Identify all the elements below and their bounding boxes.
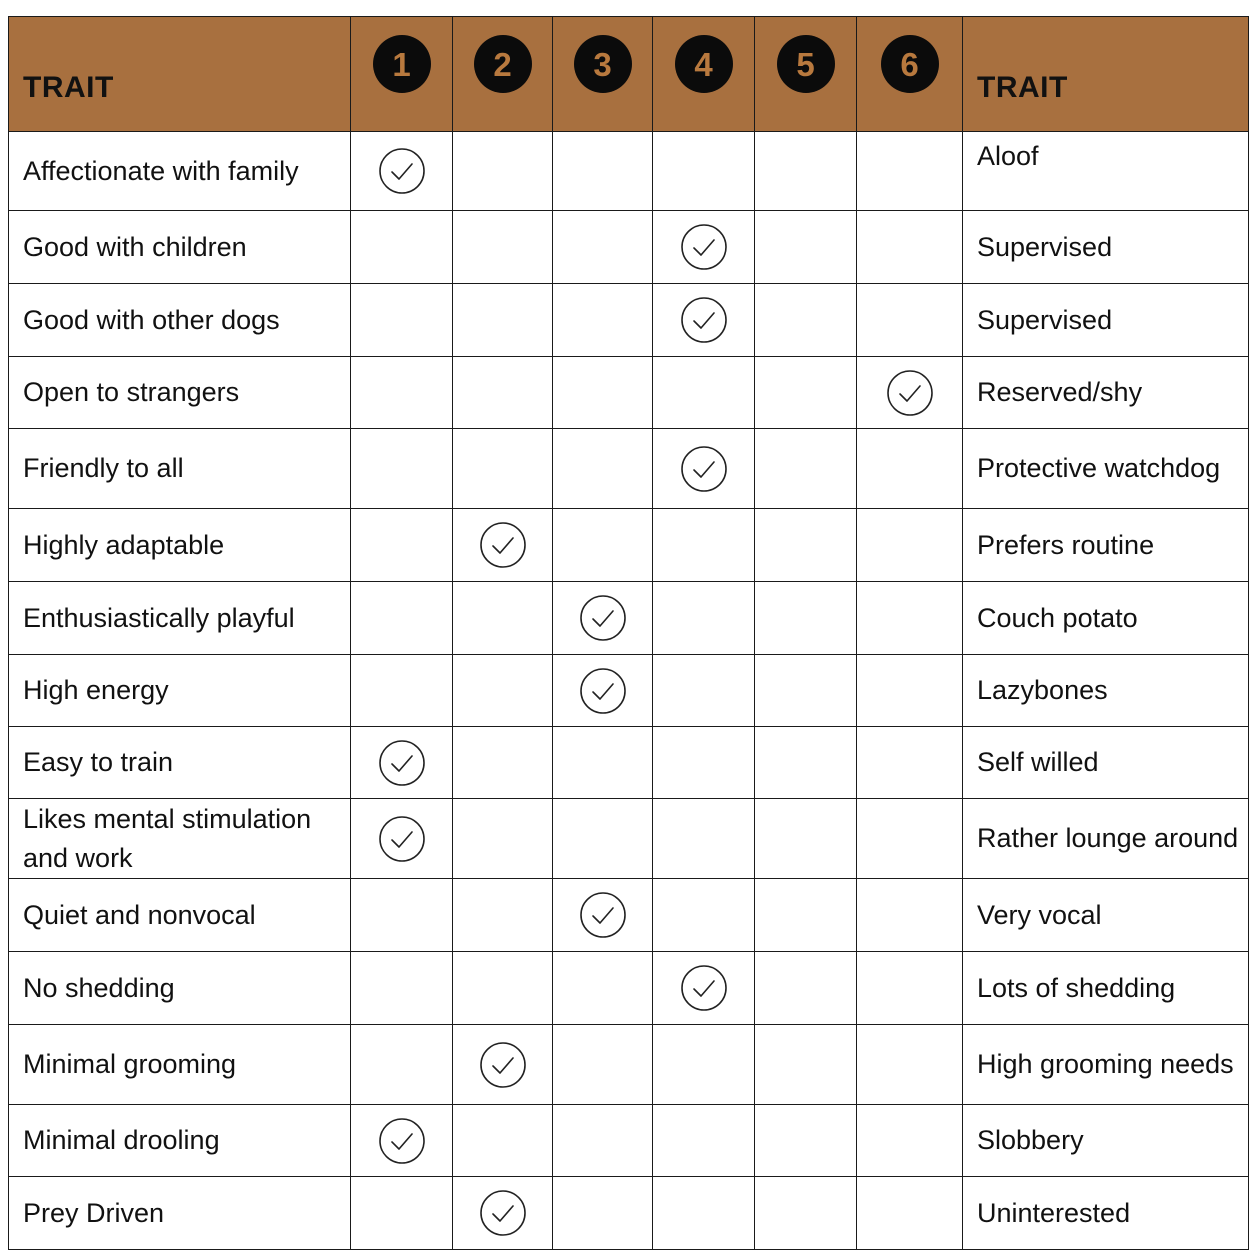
rating-cell-5 [755, 429, 857, 509]
check-circle-icon [479, 521, 527, 569]
rating-cell-3 [553, 509, 653, 582]
table-row [9, 284, 1249, 357]
rating-cell-4 [653, 429, 755, 509]
check-circle-icon [579, 667, 627, 715]
header-scale-3 [553, 17, 653, 132]
trait-left-label: Easy to train [9, 727, 351, 799]
table-row [9, 727, 1249, 799]
rating-cell-6 [857, 1105, 963, 1177]
rating-cell-3 [553, 952, 653, 1025]
rating-cell-6 [857, 284, 963, 357]
check-circle-icon [680, 445, 728, 493]
rating-cell-5 [755, 727, 857, 799]
rating-cell-5 [755, 509, 857, 582]
trait-left-label: Prey Driven [9, 1177, 351, 1250]
scale-number-badge: 5 [777, 35, 835, 93]
rating-cell-1 [351, 879, 453, 952]
check-circle-icon [886, 369, 934, 417]
rating-cell-4 [653, 509, 755, 582]
rating-cell-2 [453, 1025, 553, 1105]
rating-cell-1 [351, 952, 453, 1025]
check-circle-icon [378, 739, 426, 787]
header-trait-left: TRAIT [9, 17, 351, 132]
check-circle-icon [680, 296, 728, 344]
rating-cell-1 [351, 357, 453, 429]
rating-cell-4 [653, 284, 755, 357]
header-scale-4 [653, 17, 755, 132]
header-scale-2 [453, 17, 553, 132]
rating-cell-3 [553, 132, 653, 211]
rating-cell-2 [453, 284, 553, 357]
rating-cell-3 [553, 429, 653, 509]
table-row [9, 132, 1249, 211]
trait-right-label: Reserved/shy [963, 357, 1249, 429]
header-scale-1 [351, 17, 453, 132]
rating-cell-4 [653, 879, 755, 952]
table-row [9, 1025, 1249, 1105]
rating-cell-1 [351, 1025, 453, 1105]
trait-right-label: High grooming needs [963, 1025, 1249, 1105]
trait-table [8, 16, 1249, 1250]
rating-cell-3 [553, 1025, 653, 1105]
rating-cell-2 [453, 727, 553, 799]
rating-cell-6 [857, 799, 963, 879]
rating-cell-2 [453, 211, 553, 284]
trait-left-label: Good with children [9, 211, 351, 284]
trait-right-label: Couch potato [963, 582, 1249, 655]
rating-cell-6 [857, 952, 963, 1025]
scale-number-badge: 6 [881, 35, 939, 93]
table-row [9, 952, 1249, 1025]
rating-cell-2 [453, 1177, 553, 1250]
trait-right-label: Supervised [963, 284, 1249, 357]
rating-cell-3 [553, 727, 653, 799]
rating-cell-6 [857, 211, 963, 284]
rating-cell-2 [453, 952, 553, 1025]
table-row [9, 1177, 1249, 1250]
trait-left-label: No shedding [9, 952, 351, 1025]
check-circle-icon [680, 223, 728, 271]
rating-cell-3 [553, 357, 653, 429]
rating-cell-1 [351, 799, 453, 879]
trait-rows [9, 132, 1249, 1250]
rating-cell-5 [755, 879, 857, 952]
rating-cell-2 [453, 357, 553, 429]
rating-cell-3 [553, 879, 653, 952]
rating-cell-1 [351, 284, 453, 357]
header-scale-5 [755, 17, 857, 132]
trait-left-label: Quiet and nonvocal [9, 879, 351, 952]
table-row [9, 655, 1249, 727]
rating-cell-4 [653, 211, 755, 284]
trait-right-label: Lots of shedding [963, 952, 1249, 1025]
header-scale-6 [857, 17, 963, 132]
table-row [9, 879, 1249, 952]
rating-cell-2 [453, 1105, 553, 1177]
check-circle-icon [579, 594, 627, 642]
rating-cell-6 [857, 429, 963, 509]
rating-cell-6 [857, 1177, 963, 1250]
rating-cell-3 [553, 1105, 653, 1177]
rating-cell-1 [351, 1177, 453, 1250]
table-row [9, 582, 1249, 655]
header-row [9, 17, 1249, 132]
rating-cell-1 [351, 429, 453, 509]
rating-cell-3 [553, 582, 653, 655]
rating-cell-6 [857, 879, 963, 952]
rating-cell-1 [351, 132, 453, 211]
rating-cell-2 [453, 879, 553, 952]
rating-cell-4 [653, 952, 755, 1025]
rating-cell-6 [857, 727, 963, 799]
trait-left-label: Enthusiastically playful [9, 582, 351, 655]
rating-cell-5 [755, 284, 857, 357]
rating-cell-5 [755, 357, 857, 429]
table-row [9, 799, 1249, 879]
rating-cell-5 [755, 799, 857, 879]
check-circle-icon [378, 1117, 426, 1165]
check-circle-icon [378, 815, 426, 863]
trait-right-label: Slobbery [963, 1105, 1249, 1177]
trait-left-label: High energy [9, 655, 351, 727]
scale-number-badge: 4 [675, 35, 733, 93]
rating-cell-1 [351, 655, 453, 727]
rating-cell-5 [755, 582, 857, 655]
rating-cell-5 [755, 1105, 857, 1177]
table-row [9, 429, 1249, 509]
rating-cell-2 [453, 509, 553, 582]
scale-number-badge: 1 [373, 35, 431, 93]
rating-cell-5 [755, 655, 857, 727]
rating-cell-1 [351, 727, 453, 799]
scale-number-badge: 3 [574, 35, 632, 93]
rating-cell-1 [351, 582, 453, 655]
rating-cell-6 [857, 357, 963, 429]
trait-right-label: Self willed [963, 727, 1249, 799]
trait-right-label: Rather lounge around [963, 799, 1249, 879]
trait-right-label: Prefers routine [963, 509, 1249, 582]
check-circle-icon [479, 1041, 527, 1089]
rating-cell-2 [453, 799, 553, 879]
check-circle-icon [680, 964, 728, 1012]
rating-cell-3 [553, 799, 653, 879]
check-circle-icon [579, 891, 627, 939]
rating-cell-3 [553, 1177, 653, 1250]
trait-right-label: Protective watchdog [963, 429, 1249, 509]
trait-right-label: Uninterested [963, 1177, 1249, 1250]
trait-right-label: Supervised [963, 211, 1249, 284]
rating-cell-5 [755, 1025, 857, 1105]
table-row [9, 211, 1249, 284]
rating-cell-4 [653, 582, 755, 655]
rating-cell-2 [453, 132, 553, 211]
trait-right-label: Very vocal [963, 879, 1249, 952]
rating-cell-4 [653, 655, 755, 727]
table-row [9, 509, 1249, 582]
trait-left-label: Good with other dogs [9, 284, 351, 357]
rating-cell-5 [755, 1177, 857, 1250]
trait-left-label: Open to strangers [9, 357, 351, 429]
trait-left-label: Minimal drooling [9, 1105, 351, 1177]
rating-cell-1 [351, 211, 453, 284]
rating-cell-3 [553, 284, 653, 357]
trait-left-label: Minimal grooming [9, 1025, 351, 1105]
table-row [9, 357, 1249, 429]
rating-cell-6 [857, 132, 963, 211]
rating-cell-2 [453, 655, 553, 727]
check-circle-icon [479, 1189, 527, 1237]
rating-cell-3 [553, 655, 653, 727]
trait-right-label: Aloof [963, 132, 1249, 211]
rating-cell-4 [653, 727, 755, 799]
rating-cell-5 [755, 211, 857, 284]
rating-cell-2 [453, 429, 553, 509]
rating-cell-1 [351, 1105, 453, 1177]
rating-cell-6 [857, 1025, 963, 1105]
rating-cell-3 [553, 211, 653, 284]
rating-cell-4 [653, 1025, 755, 1105]
rating-cell-4 [653, 132, 755, 211]
rating-cell-5 [755, 952, 857, 1025]
rating-cell-1 [351, 509, 453, 582]
trait-right-label: Lazybones [963, 655, 1249, 727]
trait-left-label: Likes mental stimulation and work [9, 799, 351, 879]
rating-cell-4 [653, 1105, 755, 1177]
rating-cell-6 [857, 509, 963, 582]
table-row [9, 1105, 1249, 1177]
rating-cell-2 [453, 582, 553, 655]
rating-cell-4 [653, 357, 755, 429]
rating-cell-6 [857, 655, 963, 727]
trait-left-label: Highly adaptable [9, 509, 351, 582]
rating-cell-4 [653, 1177, 755, 1250]
scale-number-badge: 2 [474, 35, 532, 93]
rating-cell-4 [653, 799, 755, 879]
trait-left-label: Friendly to all [9, 429, 351, 509]
header-trait-right: TRAIT [963, 17, 1249, 132]
trait-left-label: Affectionate with family [9, 132, 351, 211]
check-circle-icon [378, 147, 426, 195]
rating-cell-6 [857, 582, 963, 655]
rating-cell-5 [755, 132, 857, 211]
